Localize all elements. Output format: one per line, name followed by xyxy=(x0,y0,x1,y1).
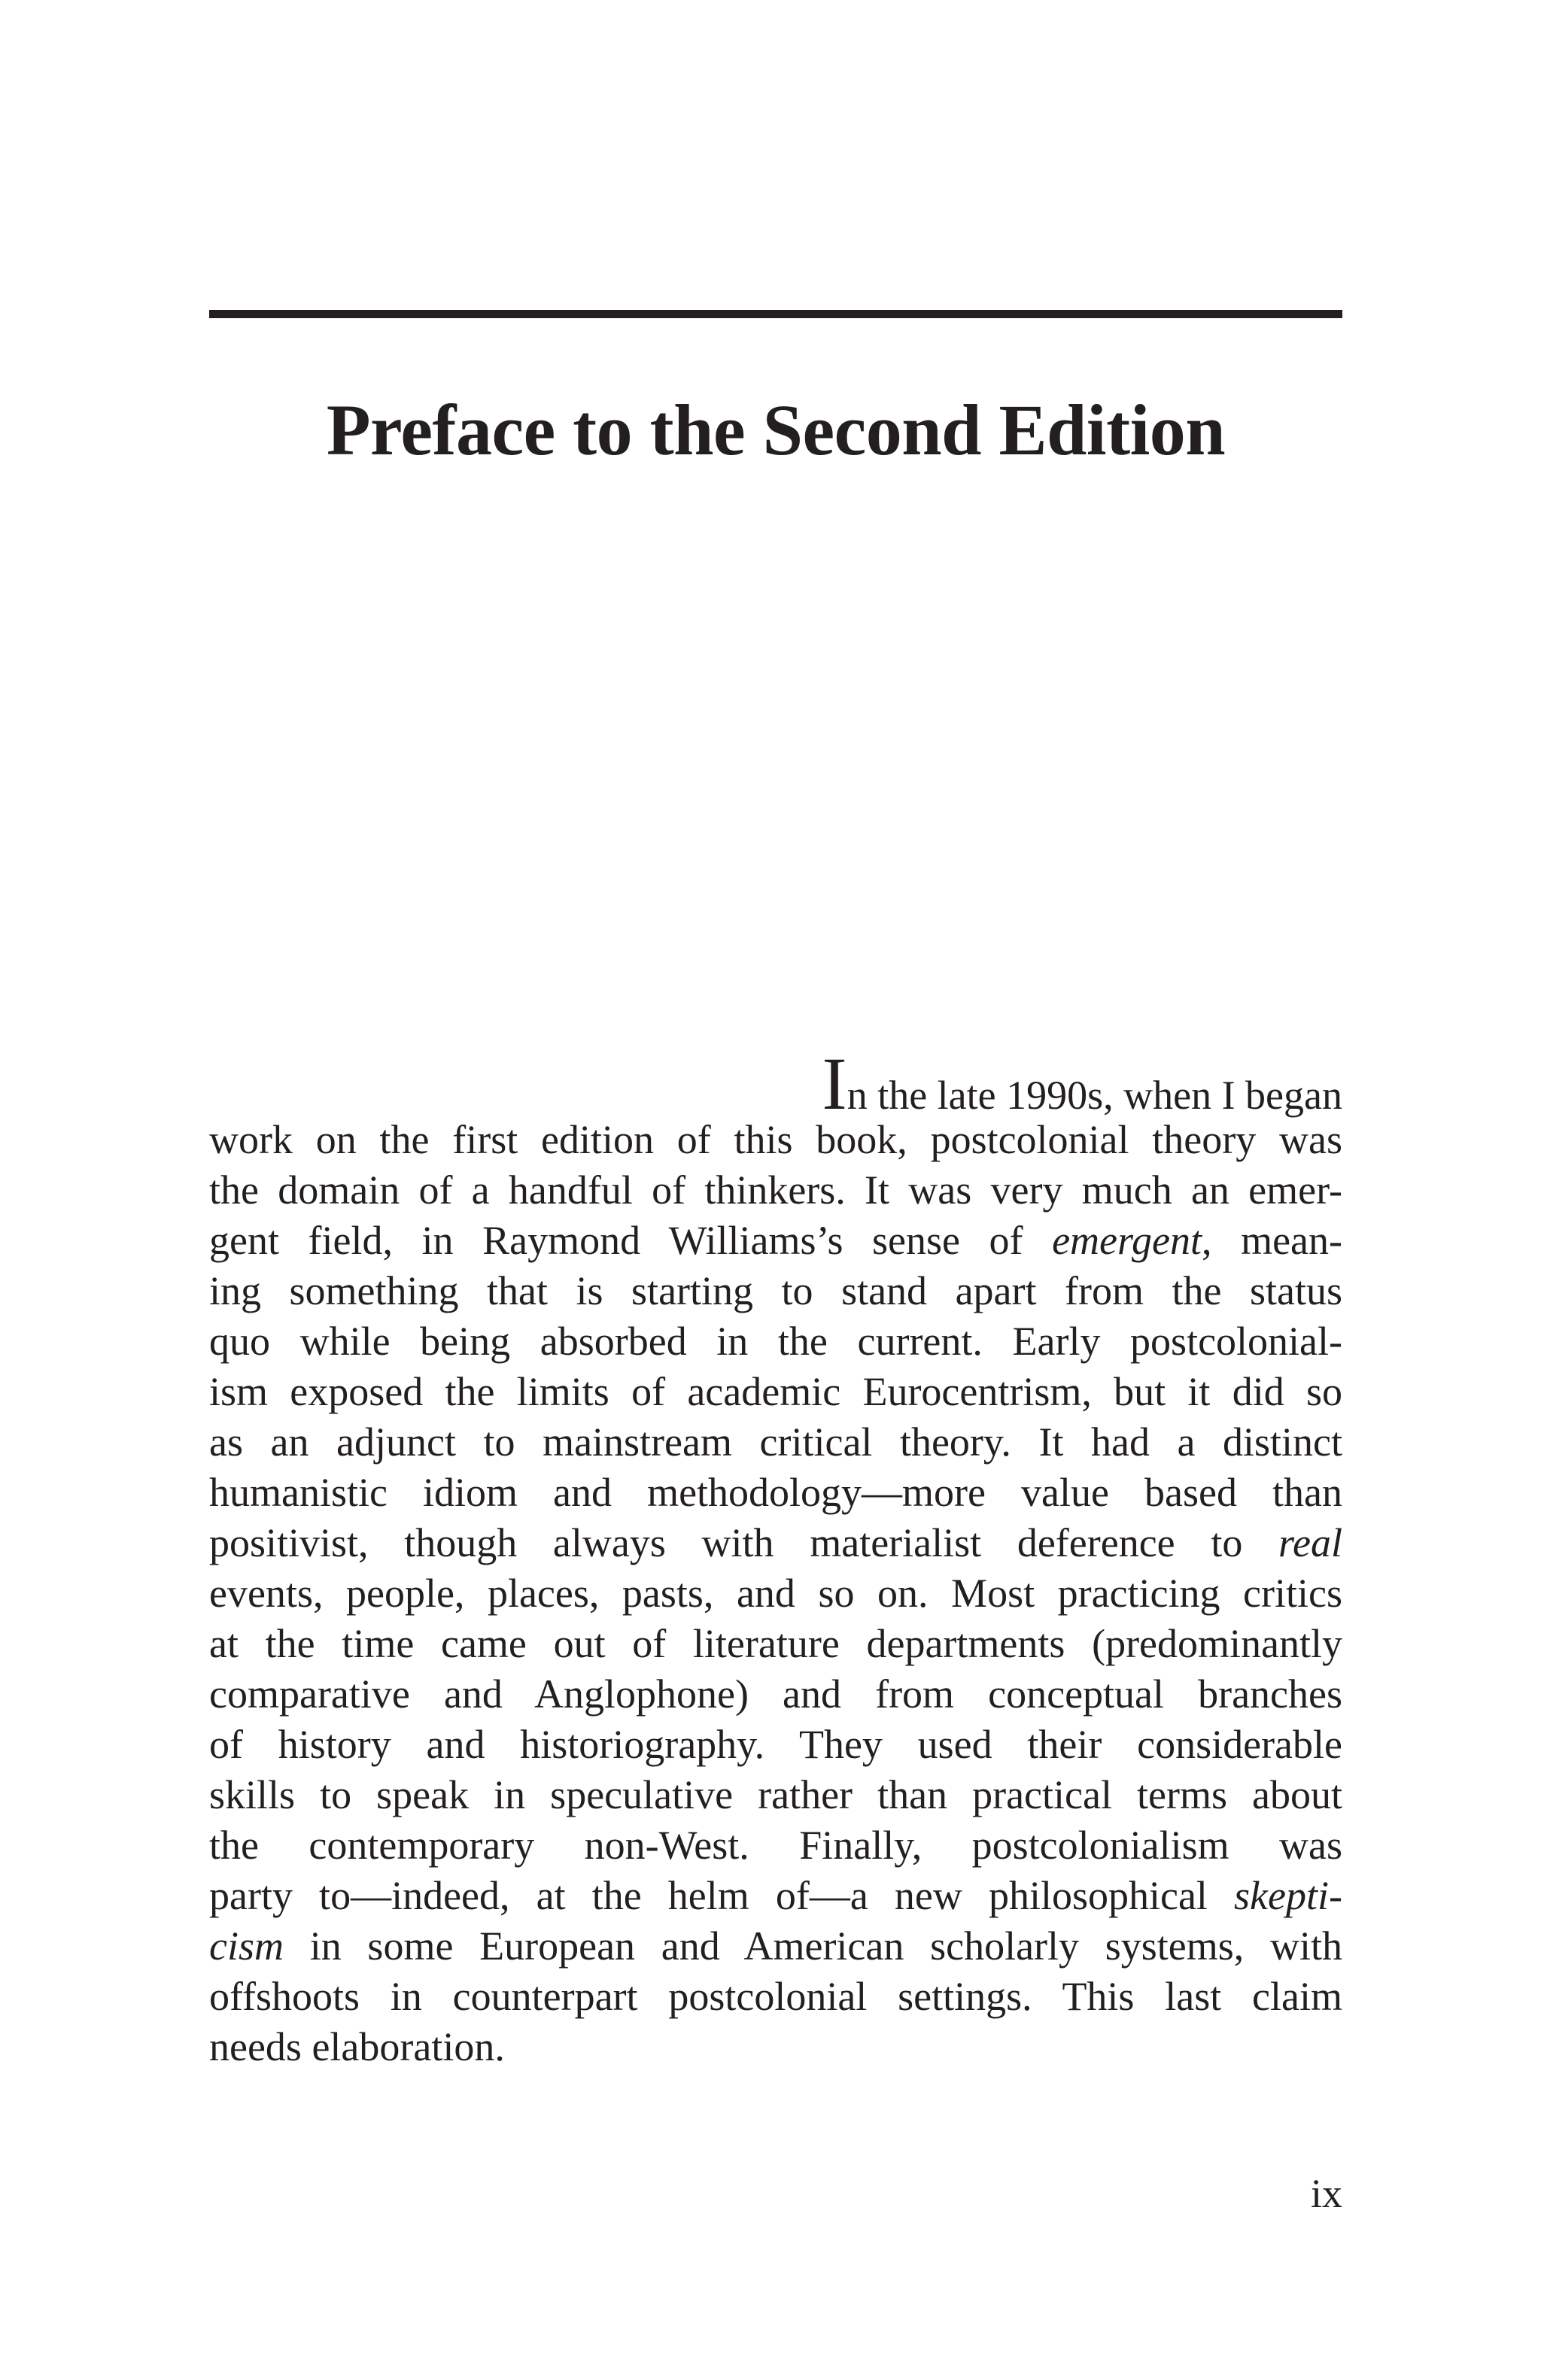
italic-term: real xyxy=(1278,1520,1342,1565)
italic-term: cism xyxy=(209,1923,284,1969)
drop-cap: I xyxy=(822,1042,847,1125)
paragraph-line: events, people, places, pasts, and so on. Most practicing critics xyxy=(209,1571,1342,1616)
paragraph-line: party to—indeed, at the helm of—a new philosophical skepti- xyxy=(209,1873,1342,1918)
paragraph-line: at the time came out of literature departments (predominantly xyxy=(209,1621,1342,1666)
paragraph-line: cism in some European and American scholarly systems, with xyxy=(209,1923,1342,1969)
paragraph-line: positivist, though always with materialist deference to real xyxy=(209,1520,1342,1565)
chapter-title: Preface to the Second Edition xyxy=(326,390,1226,470)
paragraph-line: skills to speak in speculative rather than practical terms about xyxy=(209,1772,1342,1817)
title-rule xyxy=(209,310,1342,318)
paragraph-line: the contemporary non-West. Finally, postcolonialism was xyxy=(209,1823,1342,1868)
paragraph-line: work on the first edition of this book, postcolonial theory was xyxy=(209,1117,1342,1162)
page-number: ix xyxy=(1310,2171,1342,2216)
body-paragraph xyxy=(209,1042,1342,2072)
paragraph-lines xyxy=(209,1115,1342,2072)
paragraph-line: the domain of a handful of thinkers. It was very much an emer- xyxy=(209,1167,1342,1213)
first-line-text: n the late 1990s, when I began xyxy=(846,1073,1342,1118)
paragraph-line: as an adjunct to mainstream critical theory. It had a distinct xyxy=(209,1419,1342,1465)
paragraph-line: needs elaboration. xyxy=(209,2024,505,2069)
paragraph-line xyxy=(209,1042,1342,1125)
paragraph-line: ism exposed the limits of academic Eurocentrism, but it did so xyxy=(209,1369,1342,1414)
italic-term: skepti- xyxy=(1234,1873,1342,1918)
paragraph-line: humanistic idiom and methodology—more value based than xyxy=(209,1470,1342,1515)
paragraph-line: comparative and Anglophone) and from conceptual branches xyxy=(209,1671,1342,1717)
paragraph-line: gent field, in Raymond Williams’s sense of emergent, mean- xyxy=(209,1218,1342,1263)
italic-term: emergent xyxy=(1052,1218,1202,1263)
paragraph-line: quo while being absorbed in the current. Early postcolonial- xyxy=(209,1319,1342,1364)
paragraph-line: offshoots in counterpart postcolonial settings. This last claim xyxy=(209,1974,1342,2019)
paragraph-line: of history and historiography. They used their considerable xyxy=(209,1722,1342,1767)
paragraph-line: ing something that is starting to stand apart from the status xyxy=(209,1268,1342,1313)
